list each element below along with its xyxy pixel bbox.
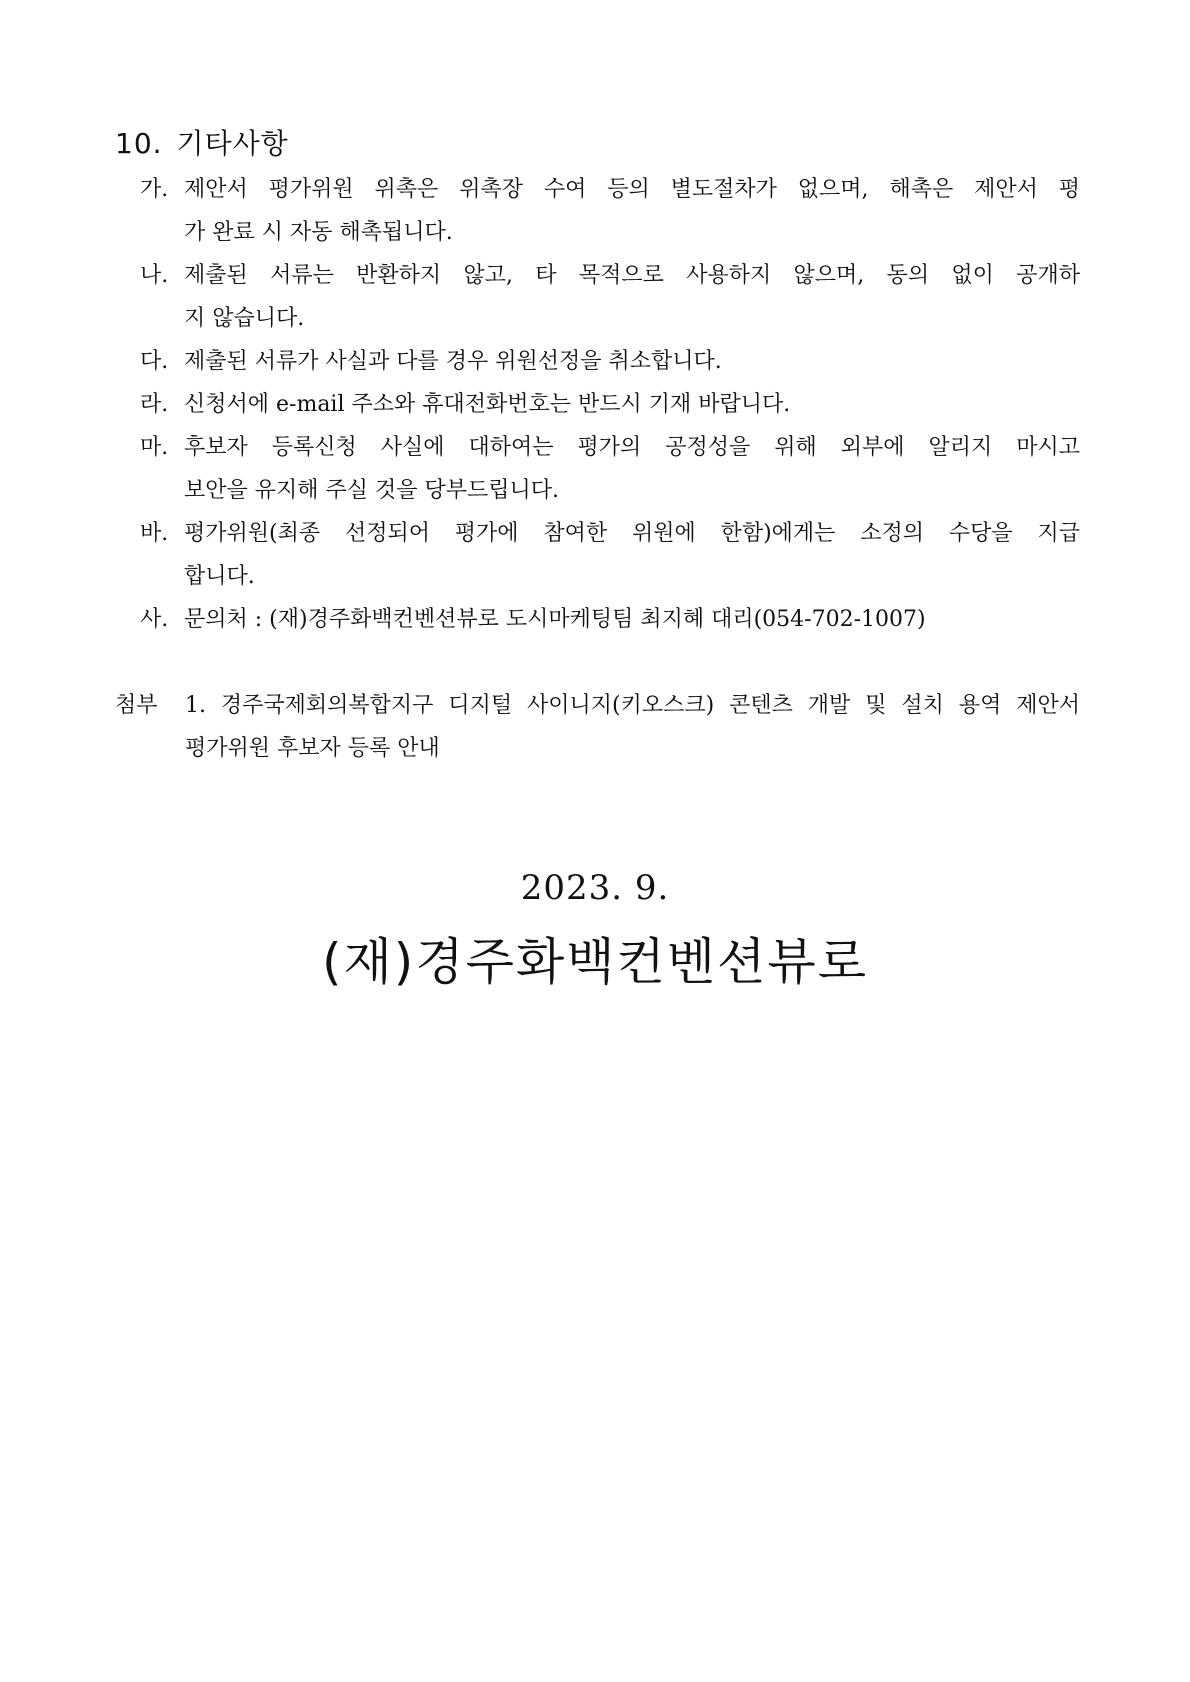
item-text-line: 평가위원(최종 선정되어 평가에 참여한 위원에 한함)에게는 소정의 수당을 지급: [184, 521, 1080, 546]
item-marker: 가.: [140, 177, 169, 202]
item-text-line: 보안을 유지해 주실 것을 당부드립니다.: [184, 478, 559, 503]
issue-date: 2023. 9.: [520, 868, 670, 908]
section-number: 10.: [115, 127, 163, 160]
item-text-line: 제안서 평가위원 위촉은 위촉장 수여 등의 별도절차가 없으며, 해촉은 제안서 평: [184, 177, 1080, 202]
item-marker: 사.: [140, 607, 169, 632]
section-title: 기타사항: [176, 127, 289, 160]
list-item: [140, 340, 1080, 383]
attachment-line: 1. 경주국제회의복합지구 디지털 사이니지(키오스크) 콘텐츠 개발 및 설치 용역 제안서: [185, 693, 1080, 718]
list-item: [140, 383, 1080, 426]
item-text-line: 제출된 서류가 사실과 다를 경우 위원선정을 취소합니다.: [184, 349, 722, 374]
item-text-line: 제출된 서류는 반환하지 않고, 타 목적으로 사용하지 않으며, 동의 없이 공개하: [184, 263, 1080, 288]
issuing-organization: (재)경주화백컨벤션뷰로: [321, 933, 868, 991]
item-marker: 라.: [140, 392, 169, 417]
item-text-line: 후보자 등록신청 사실에 대하여는 평가의 공정성을 위해 외부에 알리지 마시고: [184, 435, 1080, 460]
list-item: [140, 254, 1080, 340]
item-marker: 다.: [140, 349, 169, 374]
item-marker: 나.: [140, 263, 169, 288]
attachment-body: [115, 684, 1080, 770]
list-item: [140, 512, 1080, 598]
item-text-line: 문의처 : (재)경주화백컨벤션뷰로 도시마케팅팀 최지혜 대리(054-702-1007): [184, 607, 926, 632]
notice-list: [140, 168, 1080, 641]
section-heading: [115, 122, 289, 162]
attachment-label: 첨부: [115, 693, 158, 718]
item-text-line: 합니다.: [184, 564, 255, 589]
list-item: [140, 168, 1080, 254]
item-text-line: 가 완료 시 자동 해촉됩니다.: [184, 220, 453, 245]
item-marker: 마.: [140, 435, 169, 460]
item-text-line: 지 않습니다.: [184, 306, 305, 331]
item-text-line: 신청서에 e-mail 주소와 휴대전화번호는 반드시 기재 바랍니다.: [184, 392, 791, 417]
attachment-line: 평가위원 후보자 등록 안내: [185, 736, 440, 761]
list-item: [140, 598, 1080, 641]
list-item: [140, 426, 1080, 512]
attachment-section: [115, 684, 1080, 770]
item-marker: 바.: [140, 521, 169, 546]
